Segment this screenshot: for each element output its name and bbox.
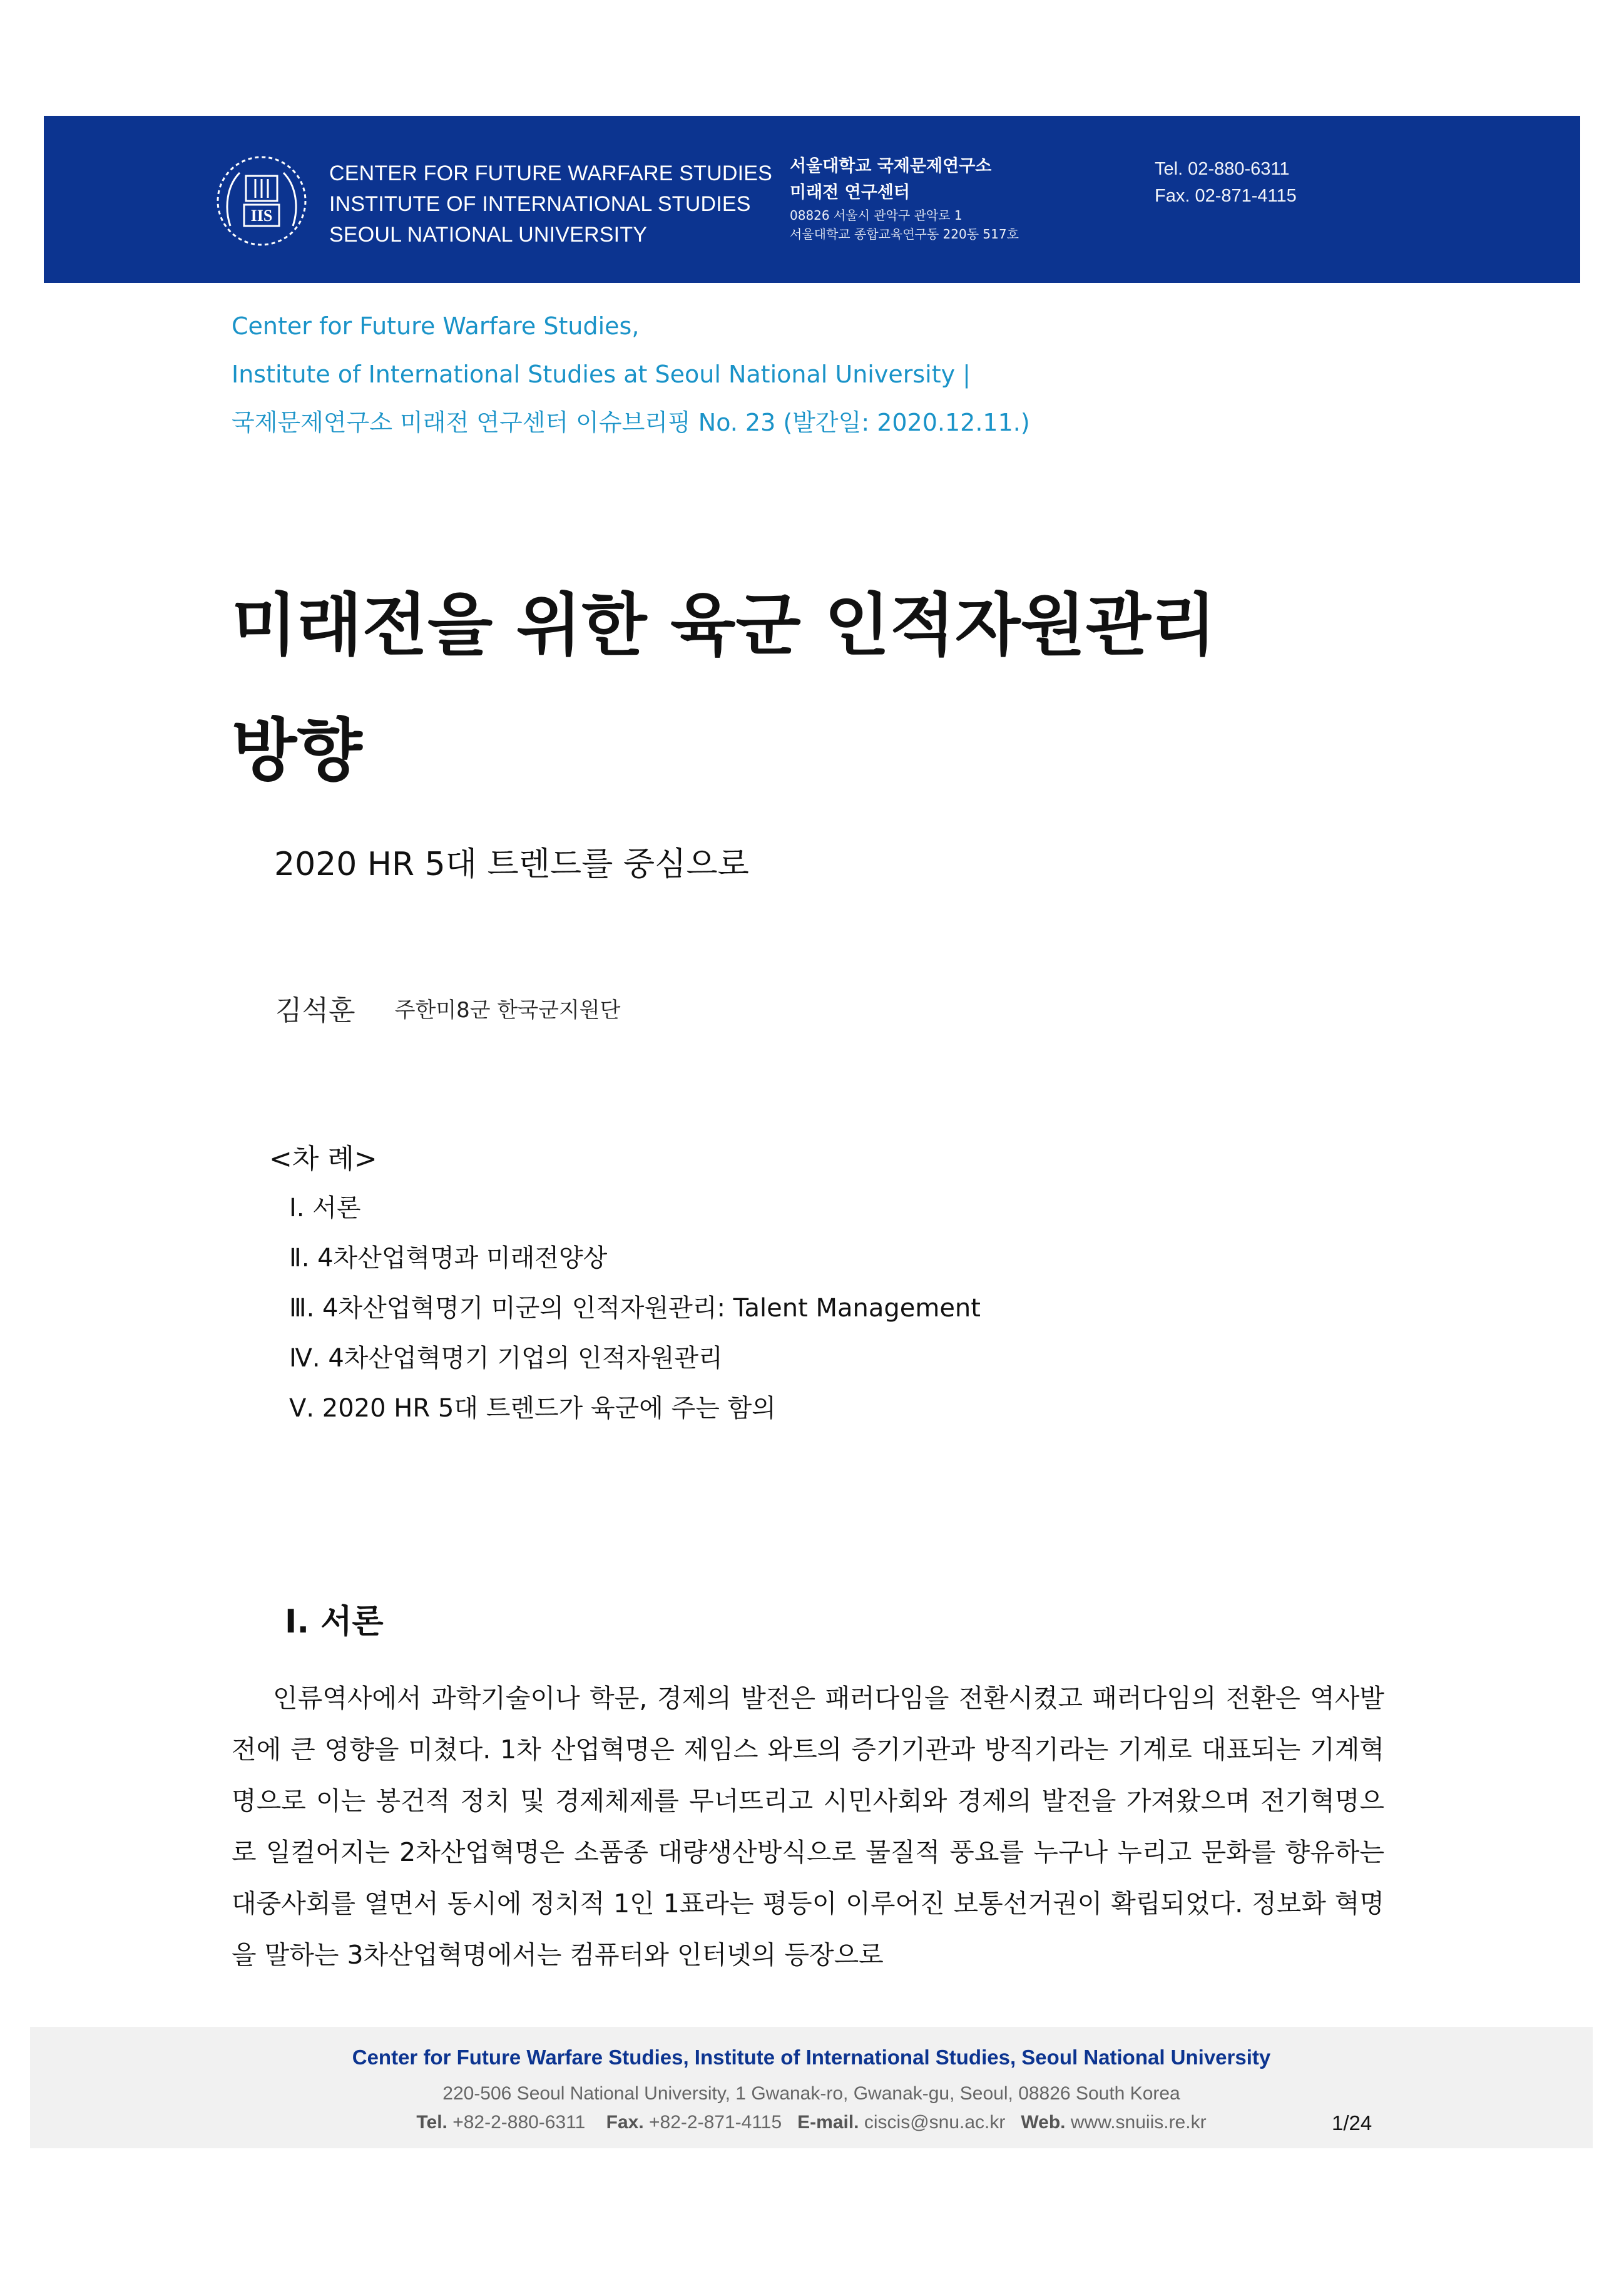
table-of-contents bbox=[289, 1183, 981, 1433]
title-line: 방향 bbox=[232, 712, 362, 790]
footer-fax-label: Fax. bbox=[606, 2112, 644, 2133]
footer-email-link[interactable]: ciscis@snu.ac.kr bbox=[864, 2112, 1006, 2133]
institute-name-line: CENTER FOR FUTURE WARFARE STUDIES bbox=[329, 161, 773, 185]
footer-fax: +82-2-871-4115 bbox=[649, 2112, 782, 2133]
author-row bbox=[275, 988, 621, 1028]
institute-name-english bbox=[329, 158, 772, 250]
footer-web-label: Web. bbox=[1021, 2112, 1066, 2133]
footer-web-link[interactable]: www.snuiis.re.kr bbox=[1070, 2112, 1207, 2133]
header-fax: Fax. 02-871-4115 bbox=[1155, 186, 1297, 206]
toc-heading: <차 례> bbox=[269, 1143, 377, 1175]
toc-item: Ⅴ. 2020 HR 5대 트렌드가 육군에 주는 함의 bbox=[289, 1394, 776, 1423]
institute-name-korean bbox=[790, 153, 1019, 243]
university-emblem-icon bbox=[212, 151, 312, 251]
footer-tel: +82-2-880-6311 bbox=[452, 2112, 586, 2133]
body-paragraph: 인류역사에서 과학기술이나 학문, 경제의 발전은 패러다임을 전환시켰고 패러다임의 전환은 역사발전에 큰 영향을 미쳤다. 1차 산업혁명은 제임스 와트의 증기기관과 방직기라는 기계로 대표되는 기계혁명으로 이는 봉건적 정치 및 경제체제를 무너뜨리고 시민사회와 경제의 발전을 가져왔으며 전기혁명으로 일컬어지는 2차산업혁명은 소품종 대량생산방식으로 물질적 풍요를 누구나 누리고 문화를 향유하는 대중사회를 열면서 동시에 정치적 1인 1표라는 평등이 이루어진 보통선거권이 확립되었다. 정보화 혁명을 말하는 3차산업혁명에서는 컴퓨터와 인터넷의 등장으로 bbox=[232, 1683, 1384, 1970]
korean-address-line: 08826 서울시 관악구 관악로 1 bbox=[790, 208, 963, 223]
document-title bbox=[232, 563, 1483, 814]
svg-text:IIS: IIS bbox=[250, 207, 273, 225]
korean-name-line: 미래전 연구센터 bbox=[790, 183, 910, 202]
korean-address-line: 서울대학교 종합교육연구동 220동 517호 bbox=[790, 227, 1019, 242]
page-number: 1/24 bbox=[1332, 2111, 1372, 2135]
institute-name-line: SEOUL NATIONAL UNIVERSITY bbox=[329, 223, 648, 247]
footer-email-label: E-mail. bbox=[797, 2112, 859, 2133]
header-tel: Tel. 02-880-6311 bbox=[1155, 159, 1290, 179]
toc-item: Ⅱ. 4차산업혁명과 미래전양상 bbox=[289, 1244, 608, 1273]
header-contact bbox=[1155, 156, 1297, 210]
author-name: 김석훈 bbox=[275, 995, 355, 1027]
section-heading: Ⅰ. 서론 bbox=[285, 1603, 384, 1641]
briefing-info bbox=[232, 302, 1030, 447]
briefing-line: Center for Future Warfare Studies, bbox=[232, 312, 640, 340]
author-affiliation: 주한미8군 한국군지원단 bbox=[394, 998, 621, 1023]
footer-organization: Center for Future Warfare Studies, Institute of International Studies, Seoul National University bbox=[352, 2046, 1271, 2069]
title-line: 미래전을 위한 육군 인적자원관리 bbox=[232, 587, 1217, 665]
document-subtitle: 2020 HR 5대 트렌드를 중심으로 bbox=[274, 846, 749, 883]
institute-name-line: INSTITUTE OF INTERNATIONAL STUDIES bbox=[329, 192, 751, 216]
footer-tel-label: Tel. bbox=[416, 2112, 447, 2133]
footer-address: 220-506 Seoul National University, 1 Gwanak-ro, Gwanak-gu, Seoul, 08826 South Korea bbox=[442, 2083, 1180, 2104]
toc-item: Ⅰ. 서론 bbox=[289, 1194, 361, 1222]
korean-name-line: 서울대학교 국제문제연구소 bbox=[790, 156, 992, 176]
briefing-line: Institute of International Studies at Seoul National University | bbox=[232, 361, 971, 388]
briefing-issue-line: 국제문제연구소 미래전 연구센터 이슈브리핑 No. 23 (발간일: 2020.12.11.) bbox=[232, 409, 1030, 436]
header-banner bbox=[44, 116, 1580, 283]
toc-item: Ⅲ. 4차산업혁명기 미군의 인적자원관리: Talent Management bbox=[289, 1294, 981, 1323]
toc-item: Ⅳ. 4차산업혁명기 기업의 인적자원관리 bbox=[289, 1344, 723, 1373]
